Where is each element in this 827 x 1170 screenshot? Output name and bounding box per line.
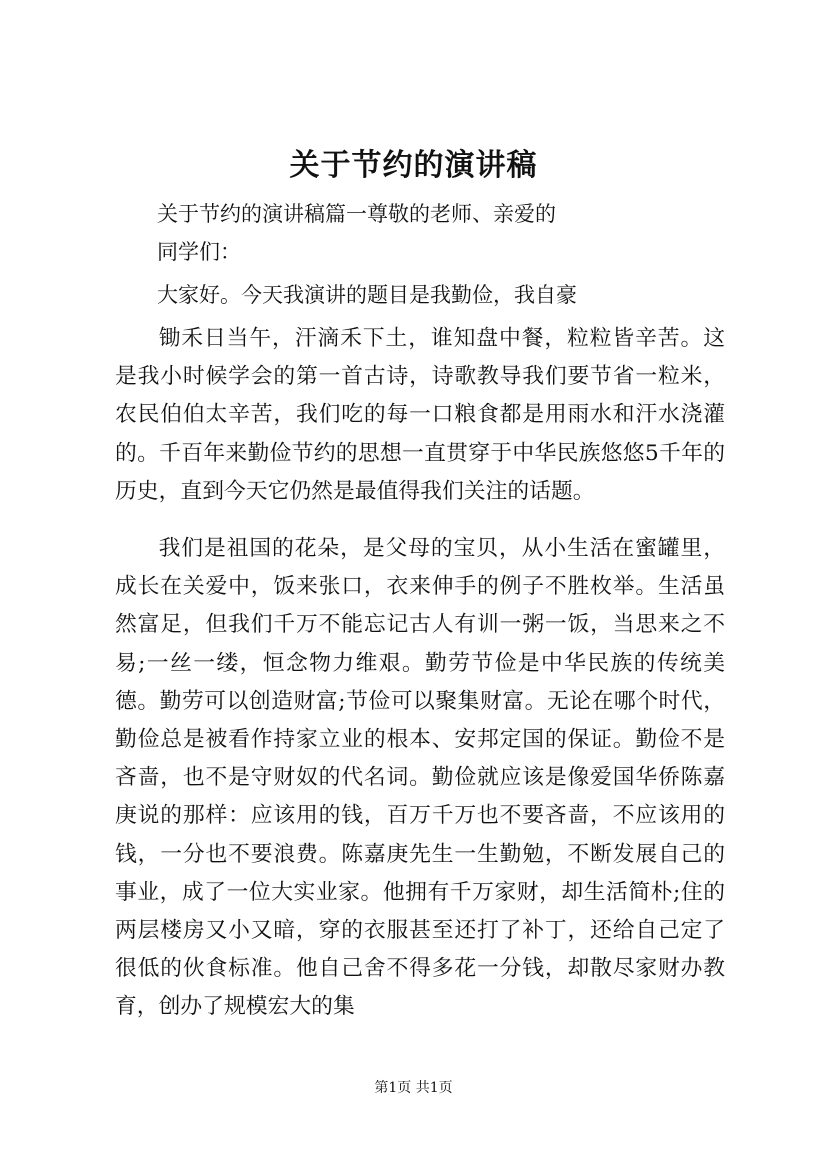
- body-paragraph-2: 我们是祖国的花朵，是父母的宝贝，从小生活在蜜罐里，成长在关爱中，饭来张口，衣来伸手的例子不胜枚举。生活虽然富足，但我们千万不能忘记古人有训一粥一饭，当思来之不易;一丝一缕，恒念物力维艰。勤劳节俭是中华民族的传统美德。勤劳可以创造财富;节俭可以聚集财富。无论在哪个时代，勤俭总是被看作持家立业的根本、安邦定国的保证。勤俭不是吝啬，也不是守财奴的代名词。勤俭就应该是像爱国华侨陈嘉庚说的那样：应该用的钱，百万千万也不要吝啬，不应该用的钱，一分也不要浪费。陈嘉庚先生一生勤勉，不断发展自己的事业，成了一位大实业家。他拥有千万家财，却生活简朴;住的两层楼房又小又暗，穿的衣服甚至还打了补丁，还给自己定了很低的伙食标准。他自己舍不得多花一分钱，却散尽家财办教育，创办了规模宏大的集: [115, 536, 725, 1020]
- intro-line-1: 关于节约的演讲稿篇一尊敬的老师、亲爱的: [157, 202, 556, 226]
- body-paragraph-1: 锄禾日当午，汗滴禾下土，谁知盘中餐，粒粒皆辛苦。这是我小时候学会的第一首古诗，诗歌教导我们要节省一粒米，农民伯伯太辛苦，我们吃的每一口粮食都是用雨水和汗水浇灌的。千百年来勤俭节约的思想一直贯穿于中华民族悠悠5千年的历史，直到今天它仍然是最值得我们关注的话题。: [115, 326, 725, 504]
- intro-line-3: 大家好。今天我演讲的题目是我勤俭，我自豪: [157, 283, 577, 307]
- intro-line-2: 同学们：: [157, 240, 241, 264]
- page-footer: 第1页 共1页: [374, 1080, 453, 1096]
- document-title: 关于节约的演讲稿: [289, 148, 538, 183]
